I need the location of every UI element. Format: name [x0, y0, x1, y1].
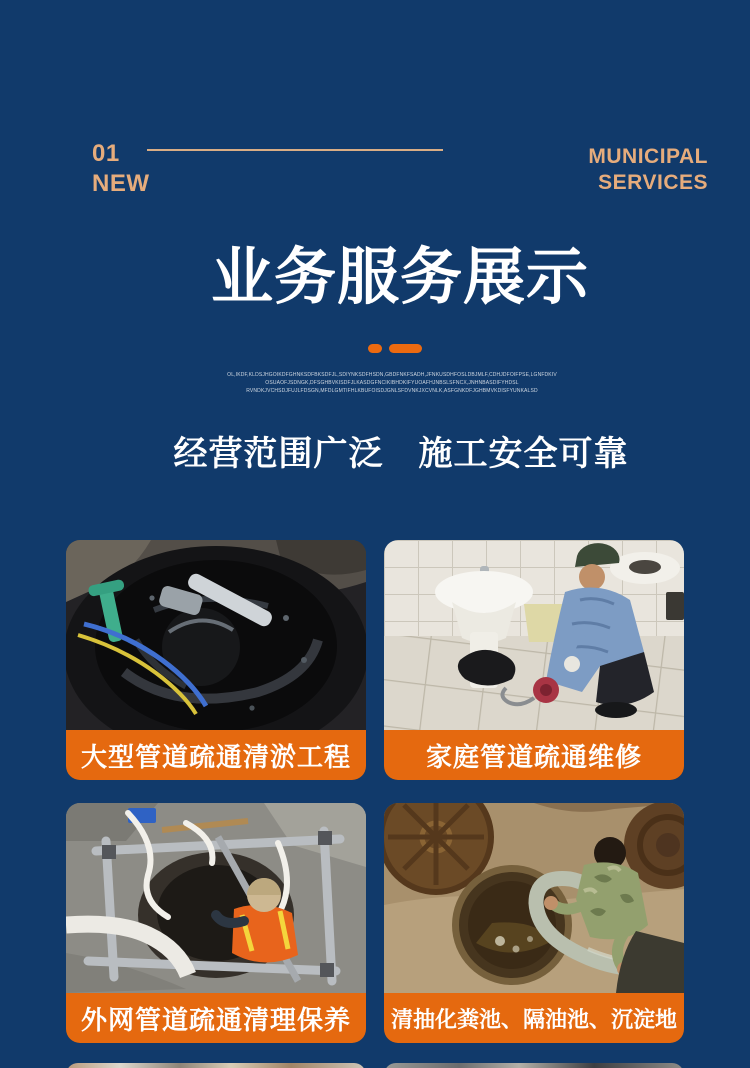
service-label-3: 外网管道疏通清理保养 [66, 993, 366, 1043]
service-card-1 [66, 540, 366, 780]
title-accent-dot [368, 344, 382, 353]
section-index-number: 01 [92, 140, 120, 167]
next-row-preview [66, 1063, 684, 1068]
title-accent-dashes [0, 344, 750, 353]
service-label-4: 清抽化粪池、隔油池、沉淀地 [384, 993, 684, 1043]
service-label-1: 大型管道疏通清淤工程 [66, 730, 366, 780]
header-right-line1: MUNICIPAL [588, 145, 708, 168]
service-card-4 [384, 803, 684, 1043]
fine-print-line1: OL,IKDF,KLDSJHGOIKDFGHNKSDFBKSDFJL,SDIYNKSDFHSDN,GBDFNKFSADH,JFNKUSDHFOSLDBJMLF,CDHJDFOIFPSE,LGNFDKIV [227, 372, 557, 378]
section-index-tag: NEW [92, 170, 150, 197]
fine-print-block [17, 371, 750, 401]
septic-tank-pumping-photo [384, 803, 684, 993]
municipal-pipe-dredging-photo [66, 540, 366, 730]
section-title: 业务服务展示 [210, 243, 589, 312]
next-card-preview-right [384, 1063, 684, 1068]
service-card-3 [66, 803, 366, 1043]
section-index [92, 139, 150, 199]
home-pipe-repair-photo [384, 540, 684, 730]
next-card-preview-left [66, 1063, 366, 1068]
fine-print-line3: RVNDKJVCHSDJFUJLFDSGN,MFDLGMTIFHLKBUFOISDJGNLSFDVNKJXCVNLK,ASFGNKDFJGHBMVKDISFYUNKALSD [246, 388, 538, 394]
service-card-2 [384, 540, 684, 780]
header-right-line2: SERVICES [598, 170, 708, 194]
section-subtitle: 经营范围广泛 施工安全可靠 [173, 435, 629, 473]
header-divider-line [147, 149, 443, 151]
outdoor-pipe-maintenance-photo [66, 803, 366, 993]
title-accent-bar [389, 344, 422, 353]
header-right-label [588, 144, 708, 195]
service-label-2: 家庭管道疏通维修 [384, 730, 684, 780]
services-grid [66, 540, 684, 1043]
fine-print-line2: OSUAOFJSDNGK,DFSGHBVKISDFJLKASDGFNCIKIBHDKIFYUOAFHJNBSLSFNCX,JNHNBASDIFYHDSL [265, 380, 519, 386]
